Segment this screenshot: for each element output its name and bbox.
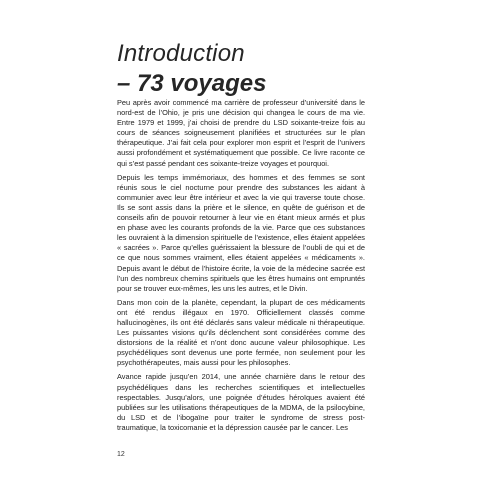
chapter-title-line-2: – 73 voyages <box>117 70 267 97</box>
page-number: 12 <box>117 451 125 458</box>
paragraph-4: Avance rapide jusqu’en 2014, une année charnière dans le retour des psychédéliques dans les recherches scientifiques et intellectuelles respectables. Jusqu’alors, une poignée d’études héroïques avaient été publiées sur les utilisations thérapeutiques de la MDMA, de la psilocybine, du LSD et de l’ibogaïne pour traiter le syndrome de stress post-traumatique, la toxicomanie et la dépression causée par le cancer. Les <box>117 372 365 432</box>
paragraph-3: Dans mon coin de la planète, cependant, la plupart de ces médicaments ont été rendus illégaux en 1970. Officiellement classés comme hallucinogènes, ils ont été déclarés sans valeur médicale ni thérapeutique. Les puissantes visions qu’ils déclenchent sont considérées comme des distorsions de la réalité et n’ont donc aucune valeur philosophique. Les psychédéliques sont devenus une porte fermée, non seulement pour les psychothérapeutes, mais aussi pour les philosophes. <box>117 297 365 368</box>
chapter-body <box>117 98 365 433</box>
chapter-title-line-1: Introduction <box>117 40 245 67</box>
paragraph-2: Depuis les temps immémoriaux, des hommes et des femmes se sont réunis sous le ciel nocturne pour prendre des substances les aidant à communier avec leur être intérieur et avec la vie qui traverse toute chose. Ils se sont assis dans la prière et le silence, en quête de guérison et de conseils afin de pouvoir retourner à leur vie en étant mieux armés et plus en phase avec les courants profonds de la vie. Parce que ces substances les ouvraient à la dimension spirituelle de l’existence, elles étaient appelées « sacrées ». Parce qu’elles guérissaient la blessure de l’oubli de qui et de ce que nous sommes vraiment, elles étaient appelées « médicaments ». Depuis avant le début de l’histoire écrite, la voie de la médecine sacrée est l’un des nombreux chemins spirituels que les êtres humains ont empruntés pour se trouver eux-mêmes, les uns les autres, et le Divin. <box>117 172 365 293</box>
paragraph-1: Peu après avoir commencé ma carrière de professeur d’université dans le nord-est de l’Ohio, je pris une décision qui changea le cours de ma vie. Entre 1979 et 1999, j’ai choisi de prendre du LSD soixante-treize fois au cours de séances soigneusement planifiées et structurées sur le plan thérapeutique. J’ai fait cela pour explorer mon esprit et l’esprit de l’univers aussi profondément et systématiquement que possible. Ce livre raconte ce qui s’est passé pendant ces soixante-treize voyages et pourquoi. <box>117 98 365 168</box>
